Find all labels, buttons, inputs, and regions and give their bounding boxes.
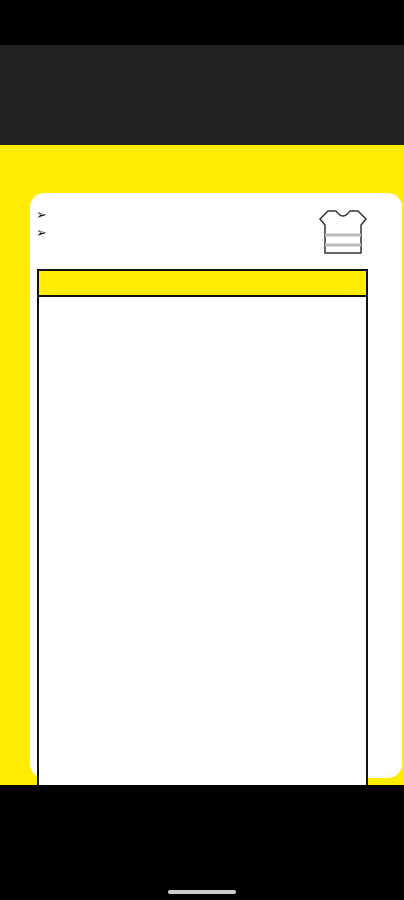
intro-block [36,205,236,241]
status-bar [0,0,404,45]
intro-item [36,206,236,223]
navigation-bar [0,785,404,900]
image-margin-top [0,45,404,145]
home-indicator[interactable] [168,890,236,894]
arrow-icon: ➢ [36,225,47,240]
arrow-icon: ➢ [36,207,47,222]
vest-icon [318,207,368,257]
card-header [0,145,404,193]
intro-item [36,224,236,241]
table-header [39,271,366,297]
